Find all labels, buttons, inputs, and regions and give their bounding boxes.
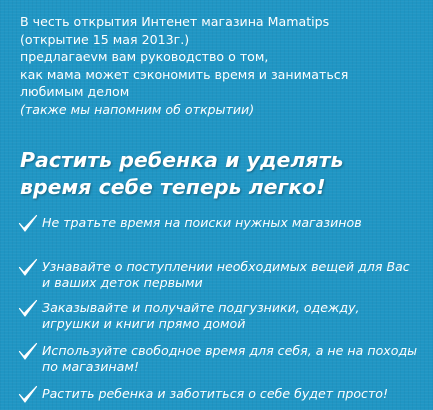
headline-line: Растить ребенка и уделять xyxy=(20,148,344,172)
intro-note: (также мы напомним об открытии) xyxy=(20,101,255,117)
headline-line: время себе теперь легко! xyxy=(20,175,326,199)
checkmark-icon xyxy=(18,214,38,232)
headline xyxy=(20,147,420,201)
intro-line: как мама может сэкономить время и заниматься xyxy=(20,66,349,82)
checkmark-icon xyxy=(18,258,38,276)
intro-line: (открытие 15 мая 2013г.) xyxy=(20,31,190,47)
benefit-line: Растить ребенка и заботиться о себе будет просто! xyxy=(42,386,389,401)
benefit-text xyxy=(42,300,422,332)
benefit-text xyxy=(42,215,422,231)
benefit-line: Не тратьте время на поиски нужных магазинов xyxy=(42,215,362,230)
benefit-text xyxy=(42,343,422,375)
checkmark-icon xyxy=(18,299,38,317)
checkmark-icon xyxy=(18,385,38,403)
benefit-line: по магазинам! xyxy=(42,359,139,374)
benefit-text xyxy=(42,259,422,291)
benefit-line: Используйте свободное время для себя, а не на походы xyxy=(42,343,418,358)
intro-line: любимым делом xyxy=(20,84,130,99)
intro-text xyxy=(20,13,420,118)
benefit-line: Заказывайте и получайте подгузники, одежду, xyxy=(42,300,360,315)
benefit-line: Узнавайте о поступлении необходимых вещей для Вас xyxy=(42,259,410,274)
intro-line: предлагаеvм вам руководство о том, xyxy=(20,49,269,64)
benefit-line: и ваших деток первыми xyxy=(42,275,203,290)
benefit-text xyxy=(42,386,422,402)
checkmark-icon xyxy=(18,342,38,360)
intro-line: В честь открытия Интенет магазина Mamatips xyxy=(20,14,330,29)
benefit-line: игрушки и книги прямо домой xyxy=(42,316,246,331)
